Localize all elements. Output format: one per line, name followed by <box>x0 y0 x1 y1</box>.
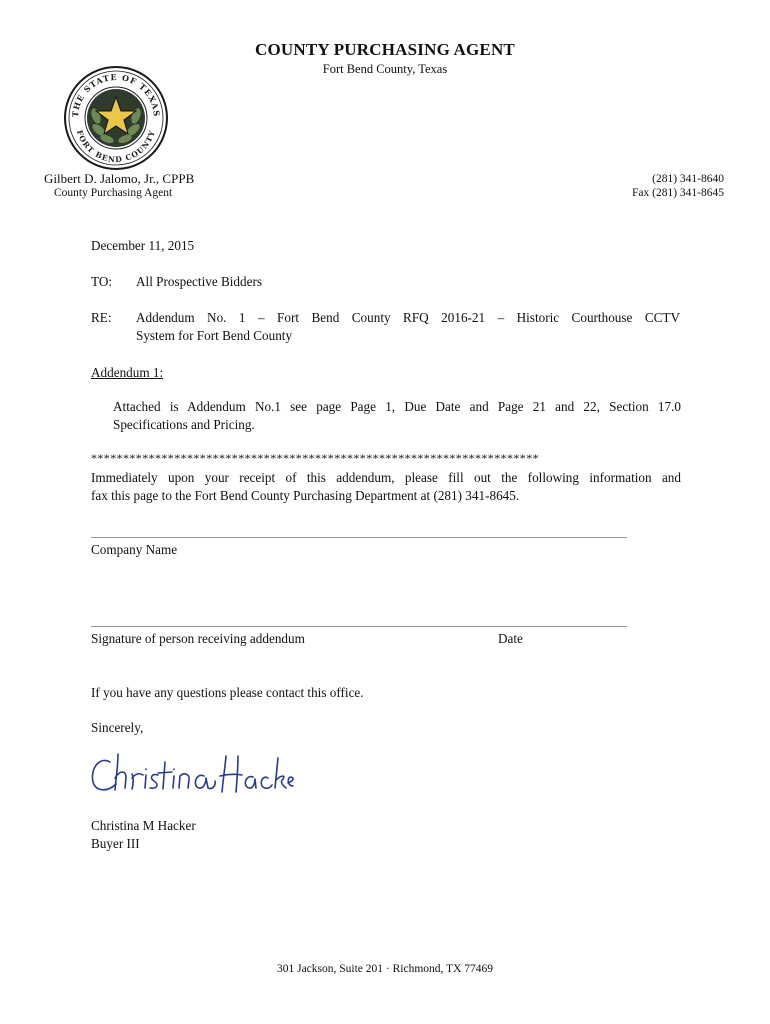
re-label: RE: <box>91 310 112 325</box>
closing-salutation: Sincerely, <box>91 720 144 735</box>
agent-name: Gilbert D. Jalomo, Jr., CPPB <box>44 171 195 186</box>
letter-date: December 11, 2015 <box>91 238 195 253</box>
signer-name: Christina M Hacker <box>91 818 196 833</box>
phone-number: (281) 341-8640 <box>652 173 724 185</box>
signature-line[interactable] <box>91 626 627 627</box>
addendum-description <box>113 398 681 434</box>
agent-title: County Purchasing Agent <box>54 187 173 199</box>
to-label: TO: <box>91 274 113 289</box>
questions-text: If you have any questions please contact this office. <box>91 685 364 700</box>
re-line-1: Addendum No. 1 – Fort Bend County RFQ 2016-21 – Historic Courthouse CCTV <box>136 310 680 325</box>
separator: ********************************************************************** <box>91 451 539 465</box>
date-label: Date <box>498 631 523 646</box>
instructions-line-2: fax this page to the Fort Bend County Purchasing Department at (281) 341-8645. <box>91 488 520 503</box>
to-value: All Prospective Bidders <box>136 274 262 289</box>
instructions <box>91 469 681 505</box>
footer-address: 301 Jackson, Suite 201 · Richmond, TX 77469 <box>276 963 494 975</box>
instructions-line-1: Immediately upon your receipt of this addendum, please fill out the following information and <box>91 470 681 485</box>
re-line-2: System for Fort Bend County <box>136 328 293 343</box>
page-subtitle: Fort Bend County, Texas <box>322 62 448 76</box>
re-subject <box>136 309 680 345</box>
signature-label: Signature of person receiving addendum <box>91 631 305 646</box>
handwritten-signature <box>88 748 298 800</box>
company-name-label: Company Name <box>91 542 178 557</box>
svg-text:THE STATE OF TEXAS: THE STATE OF TEXAS <box>69 71 163 118</box>
company-name-line[interactable] <box>91 537 627 538</box>
county-seal-icon <box>62 64 170 172</box>
addendum-line-2: Specifications and Pricing. <box>113 417 255 432</box>
svg-text:FORT BEND COUNTY: FORT BEND COUNTY <box>75 128 157 165</box>
addendum-heading: Addendum 1: <box>91 365 164 380</box>
fax-number: Fax (281) 341-8645 <box>632 187 724 199</box>
signer-title: Buyer III <box>91 836 140 851</box>
addendum-line-1: Attached is Addendum No.1 see page Page 1, Due Date and Page 21 and 22, Section 17.0 <box>113 399 681 414</box>
page-title: COUNTY PURCHASING AGENT <box>255 40 515 59</box>
